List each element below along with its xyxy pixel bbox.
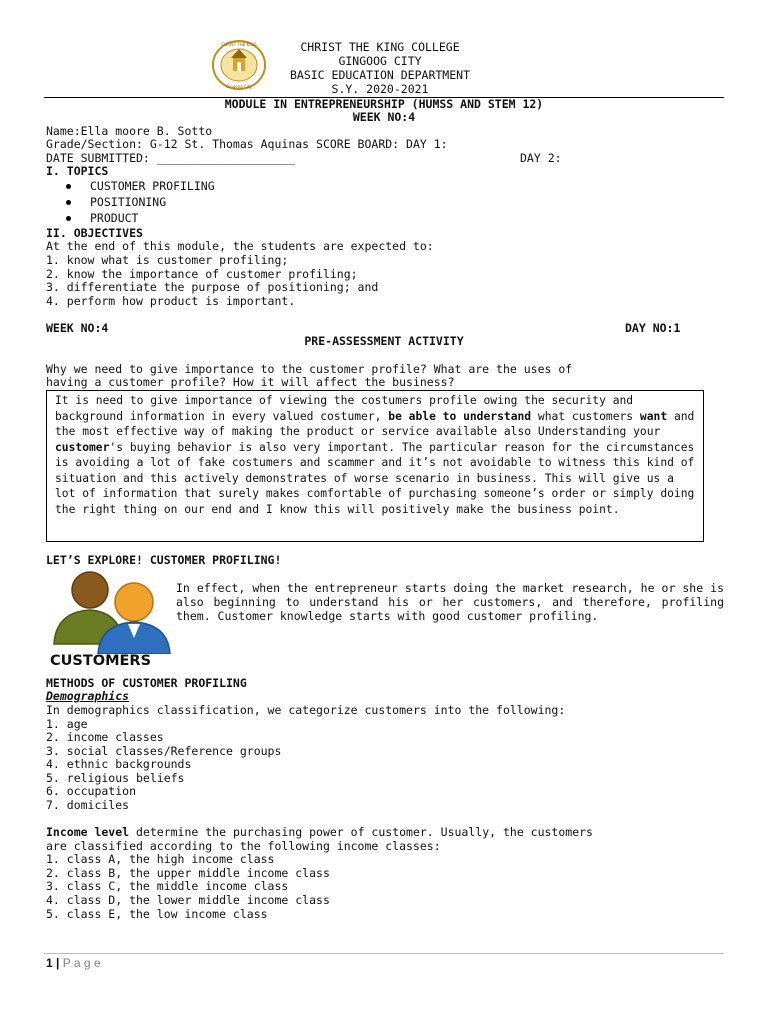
list-item: 1. class A, the high income class: [46, 852, 275, 866]
svg-text:CHRIST THE KING: CHRIST THE KING: [221, 42, 257, 47]
school-name: CHRIST THE KING COLLEGE: [300, 40, 460, 54]
answer-box[interactable]: [46, 390, 704, 542]
list-item: 6. occupation: [46, 784, 137, 798]
topics-heading: I. TOPICS: [46, 164, 109, 178]
income-line-1: Income level determine the purchasing power of customer. Usually, the customers: [46, 825, 593, 839]
activity-title: PRE-ASSESSMENT ACTIVITY: [304, 334, 464, 348]
list-item: POSITIONING: [66, 196, 166, 209]
methods-heading: METHODS OF CUSTOMER PROFILING: [46, 676, 247, 690]
list-item: 2. know the importance of customer profiling;: [46, 267, 358, 281]
list-item: 2. class B, the upper middle income class: [46, 866, 330, 880]
customers-icon: [48, 568, 174, 654]
list-item: 2. income classes: [46, 730, 164, 744]
customers-caption: CUSTOMERS: [50, 653, 152, 669]
list-item: 4. class D, the lower middle income class: [46, 893, 330, 907]
grade-section: Grade/Section: G-12 St. Thomas Aquinas SCORE BOARD: DAY 1:: [46, 137, 448, 151]
explore-heading: LET’S EXPLORE! CUSTOMER PROFILING!: [46, 553, 282, 567]
objectives-heading: II. OBJECTIVES: [46, 226, 143, 240]
income-line-2: are classified according to the following income classes:: [46, 839, 441, 853]
answer-text: It is need to give importance of viewing the costumers profile owing the security and background information in every valued costumer, be able to understand what customers want and the most effective way of making the product or service available also Understanding your customer's buying behavior is also very important. The particular reason for the circumstances is avoiding a lot of fake costumers and scammer and it’s not avoidable to witness this kind of situation and this actively demonstrates of worse scenario in business. This will give us a lot of information that surely makes comfortable of purchasing someone’s order or simply doing the right thing on our end and I know this will positively make the business point.: [55, 394, 695, 516]
department: BASIC EDUCATION DEPARTMENT: [289, 68, 470, 82]
school-city: GINGOOG CITY: [338, 54, 422, 68]
date-submitted: DATE SUBMITTED: ____________________: [46, 151, 296, 165]
activity-day: DAY NO:1: [625, 321, 681, 335]
list-item: 5. religious beliefs: [46, 771, 185, 785]
objectives-intro: At the end of this module, the students are expected to:: [46, 239, 434, 253]
module-week: WEEK NO:4: [352, 110, 416, 124]
score-day2: DAY 2:: [520, 151, 562, 165]
list-item: 5. class E, the low income class: [46, 907, 268, 921]
student-name: Name:Ella moore B. Sotto: [46, 124, 213, 138]
school-header: [250, 40, 510, 96]
list-item: CUSTOMER PROFILING: [66, 180, 215, 193]
list-item: 7. domiciles: [46, 798, 130, 812]
list-item: 3. social classes/Reference groups: [46, 744, 282, 758]
list-item: 3. class C, the middle income class: [46, 879, 289, 893]
svg-text:Gingoog City: Gingoog City: [226, 84, 252, 89]
list-item: 4. ethnic backgrounds: [46, 757, 192, 771]
school-year: S.Y. 2020-2021: [331, 82, 429, 96]
list-item: 3. differentiate the purpose of positioning; and: [46, 280, 379, 294]
page-number: 1: [46, 956, 53, 970]
activity-week: WEEK NO:4: [46, 321, 109, 335]
list-item: 4. perform how product is important.: [46, 294, 296, 308]
footer-divider: [44, 953, 724, 954]
list-item: 1. know what is customer profiling;: [46, 253, 289, 267]
page-footer: 1 | P a g e: [46, 956, 101, 970]
question-line-2: having a customer profile? How it will affect the business?: [46, 375, 455, 389]
demographics-subheading: Demographics: [46, 689, 130, 703]
explore-paragraph: In effect, when the entrepreneur starts doing the market research, he or she is also beginning to understand his or her customers, and therefore, profiling them. Customer knowledge starts with good customer profiling.: [176, 581, 724, 623]
question-line-1: Why we need to give importance to the customer profile? What are the uses of: [46, 362, 573, 376]
page-label: P a g e: [62, 956, 101, 970]
demographics-intro: In demographics classification, we categorize customers into the following:: [46, 703, 566, 717]
module-title: MODULE IN ENTREPRENEURSHIP (HUMSS AND STEM 12): [224, 97, 544, 111]
list-item: PRODUCT: [66, 212, 138, 225]
list-item: 1. age: [46, 717, 88, 731]
